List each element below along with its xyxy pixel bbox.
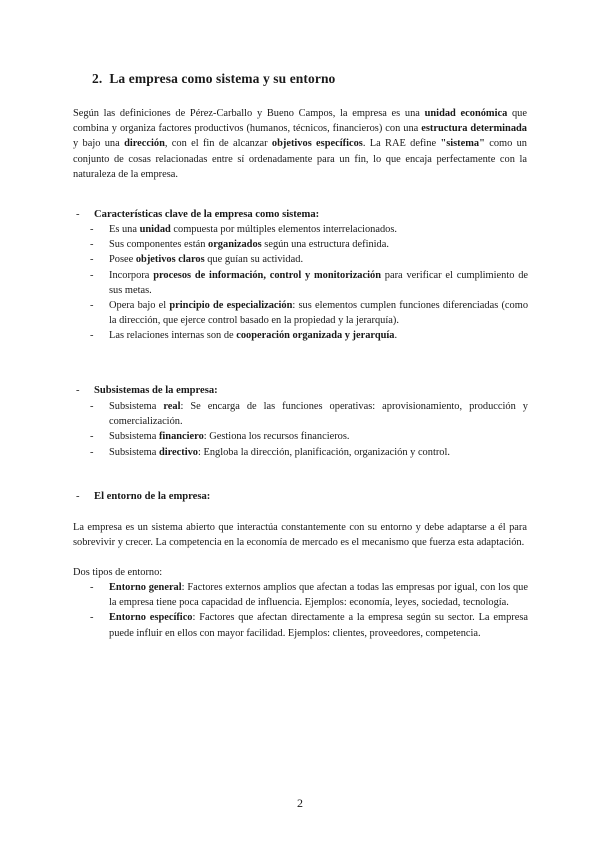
subsystems-title-text: Subsistemas de la empresa: [94,385,218,396]
section-number: 2. [92,71,103,86]
list-item: - Subsistema financiero: Gestiona los recursos financieros. [88,429,528,444]
list-item: - Las relaciones internas son de cooperación organizada y jerarquía. [88,328,528,343]
subsystems-title: - Subsistemas de la empresa: [76,385,218,396]
intro-text: y bajo una [73,138,125,150]
subsystems-list [88,399,528,460]
list-item: - Posee objetivos claros que guían su actividad. [88,252,528,267]
page-number: 2 [297,796,303,810]
intro-text: , con el fin de alcanzar [164,138,272,150]
intro-text: como un conjunto de cosas relacionadas entre sí ordenadamente para un fin, lo que encaja perfectamente con la naturaleza de la empresa. [73,138,528,180]
characteristics-title-text: Características clave de la empresa como sistema: [94,209,320,220]
environment-types-intro: Dos tipos de entorno: [73,567,163,578]
list-item: - Opera bajo el principio de especialización: sus elementos cumplen funciones diferenciadas (como la dirección, que ejerce control basado en la propiedad y la jerarquía). [88,298,528,328]
list-item: - Sus componentes están organizados según una estructura definida. [88,237,528,252]
list-item: - Subsistema directivo: Engloba la dirección, planificación, organización y control. [88,445,528,460]
environment-list [88,580,528,641]
environment-title-text: El entorno de la empresa: [94,491,211,502]
intro-bold: estructura determinada [421,123,527,135]
intro-bold: objetivos específicos [271,138,363,150]
intro-paragraph [73,106,527,182]
list-item: - Incorpora procesos de información, control y monitorización para verificar el cumplimiento de sus metas. [88,268,528,298]
environment-paragraph: La empresa es un sistema abierto que interactúa constantemente con su entorno y debe adaptarse a él para sobrevivir y crecer. La competencia en la economía de mercado es el mecanismo que fuerza esta adaptación. [73,522,527,549]
environment-title: - El entorno de la empresa: [76,491,211,502]
list-item: - Subsistema real: Se encarga de las funciones operativas: aprovisionamiento, producción y comercialización. [88,399,528,429]
characteristics-list [88,222,528,344]
section-heading [92,71,335,87]
list-item: - Es una unidad compuesta por múltiples elementos interrelacionados. [88,222,528,237]
intro-bold: dirección [124,138,165,150]
intro-text: Según las definiciones de Pérez-Carballo y Bueno Campos, la empresa es una [73,108,425,119]
intro-bold: "sistema" [440,138,485,150]
intro-text: que combina y organiza factores productivos (humanos, técnicos, financieros) con una [73,108,527,135]
intro-bold: unidad económica [424,108,508,119]
section-title: La empresa como sistema y su entorno [109,71,336,86]
characteristics-title: - Características clave de la empresa como sistema: [76,209,320,220]
list-item: - Entorno general: Factores externos amplios que afectan a todas las empresas por igual, con los que la empresa tiene poca capacidad de influencia. Ejemplos: economía, leyes, sociedad, tecnología. [88,580,528,610]
list-item: - Entorno específico: Factores que afectan directamente a la empresa según su sector. La empresa puede influir en ellos con mayor facilidad. Ejemplos: clientes, proveedores, competencia. [88,610,528,640]
intro-text: . La RAE define [362,138,441,150]
